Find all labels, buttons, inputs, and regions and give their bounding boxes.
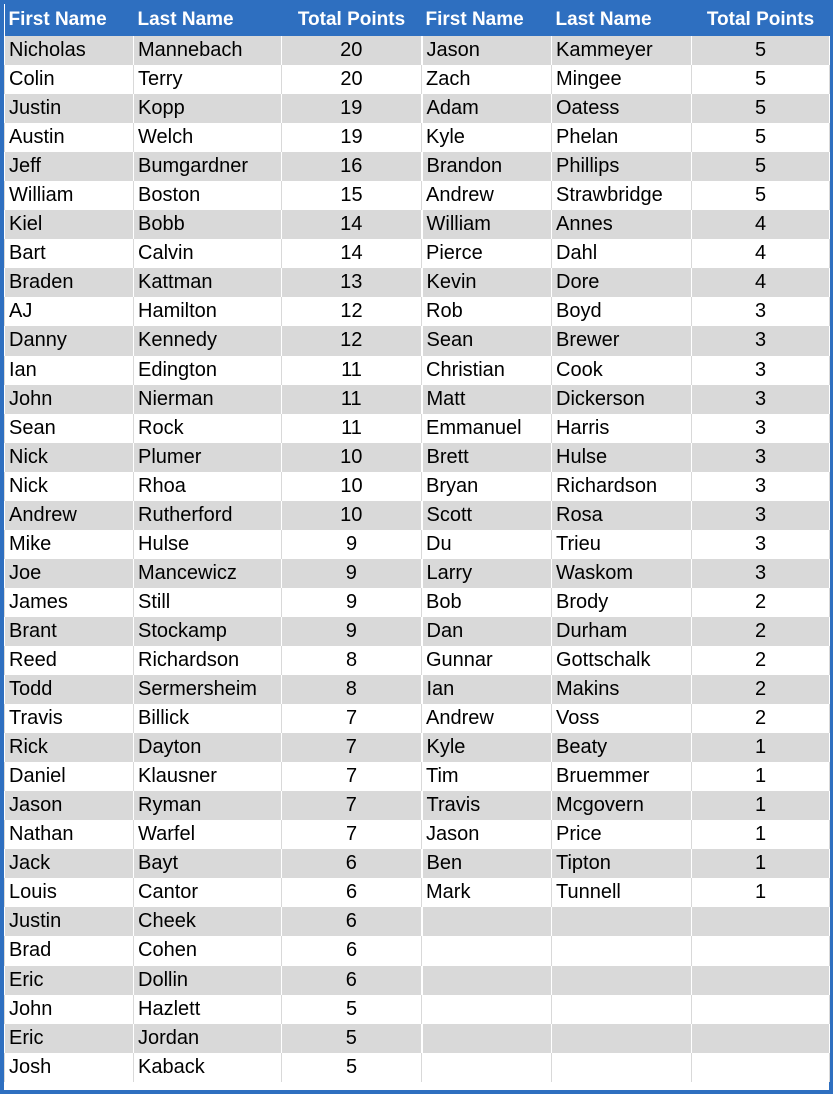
last-name-cell: Richardson bbox=[134, 646, 282, 675]
total-points-cell: 6 bbox=[282, 936, 422, 965]
first-name-cell: Jason bbox=[422, 820, 552, 849]
first-name-cell: Joe bbox=[5, 559, 134, 588]
table-row bbox=[5, 530, 830, 559]
last-name-cell: Bruemmer bbox=[552, 762, 692, 791]
table-row bbox=[5, 704, 830, 733]
last-name-cell: Calvin bbox=[134, 239, 282, 268]
first-name-cell: Gunnar bbox=[422, 646, 552, 675]
last-name-cell bbox=[552, 1024, 692, 1053]
total-points-cell: 3 bbox=[692, 443, 830, 472]
total-points-cell: 5 bbox=[692, 65, 830, 94]
total-points-cell: 7 bbox=[282, 733, 422, 762]
first-name-cell: Tim bbox=[422, 762, 552, 791]
total-points-cell: 1 bbox=[692, 849, 830, 878]
last-name-cell: Klausner bbox=[134, 762, 282, 791]
header-first-name: First Name bbox=[5, 4, 134, 36]
total-points-cell: 10 bbox=[282, 443, 422, 472]
total-points-cell: 6 bbox=[282, 907, 422, 936]
total-points-cell bbox=[692, 907, 830, 936]
table-row bbox=[5, 675, 830, 704]
total-points-cell: 7 bbox=[282, 820, 422, 849]
last-name-cell: Rosa bbox=[552, 501, 692, 530]
table-row bbox=[5, 588, 830, 617]
first-name-cell: Jason bbox=[422, 36, 552, 65]
total-points-cell: 9 bbox=[282, 617, 422, 646]
table-row bbox=[5, 733, 830, 762]
first-name-cell: Brandon bbox=[422, 152, 552, 181]
header-total-points: Total Points bbox=[282, 4, 422, 36]
first-name-cell: Mike bbox=[5, 530, 134, 559]
total-points-cell: 5 bbox=[282, 1024, 422, 1053]
total-points-cell: 7 bbox=[282, 704, 422, 733]
last-name-cell: Rock bbox=[134, 414, 282, 443]
first-name-cell: Matt bbox=[422, 385, 552, 414]
first-name-cell: Mark bbox=[422, 878, 552, 907]
last-name-cell bbox=[552, 995, 692, 1024]
table-row bbox=[5, 181, 830, 210]
total-points-cell: 20 bbox=[282, 65, 422, 94]
first-name-cell: Nicholas bbox=[5, 36, 134, 65]
total-points-cell: 12 bbox=[282, 326, 422, 355]
first-name-cell: Todd bbox=[5, 675, 134, 704]
total-points-cell bbox=[692, 936, 830, 965]
last-name-cell: Mannebach bbox=[134, 36, 282, 65]
total-points-cell: 11 bbox=[282, 356, 422, 385]
last-name-cell: Bobb bbox=[134, 210, 282, 239]
first-name-cell: William bbox=[5, 181, 134, 210]
total-points-cell: 8 bbox=[282, 646, 422, 675]
first-name-cell: Kevin bbox=[422, 268, 552, 297]
first-name-cell: Dan bbox=[422, 617, 552, 646]
last-name-cell: Dollin bbox=[134, 966, 282, 995]
last-name-cell: Cohen bbox=[134, 936, 282, 965]
total-points-cell: 5 bbox=[282, 995, 422, 1024]
last-name-cell: Harris bbox=[552, 414, 692, 443]
first-name-cell: Louis bbox=[5, 878, 134, 907]
last-name-cell: Phillips bbox=[552, 152, 692, 181]
total-points-cell: 15 bbox=[282, 181, 422, 210]
header-total-points: Total Points bbox=[692, 4, 830, 36]
first-name-cell: Travis bbox=[5, 704, 134, 733]
total-points-cell: 3 bbox=[692, 326, 830, 355]
first-name-cell: Daniel bbox=[5, 762, 134, 791]
first-name-cell: AJ bbox=[5, 297, 134, 326]
total-points-cell: 14 bbox=[282, 239, 422, 268]
total-points-cell: 6 bbox=[282, 849, 422, 878]
table-row bbox=[5, 646, 830, 675]
first-name-cell: Bart bbox=[5, 239, 134, 268]
points-table bbox=[4, 4, 830, 1082]
last-name-cell: Boston bbox=[134, 181, 282, 210]
total-points-cell: 5 bbox=[692, 152, 830, 181]
last-name-cell bbox=[552, 907, 692, 936]
first-name-cell: Bryan bbox=[422, 472, 552, 501]
last-name-cell: Kopp bbox=[134, 94, 282, 123]
last-name-cell: Durham bbox=[552, 617, 692, 646]
last-name-cell: Makins bbox=[552, 675, 692, 704]
table-row bbox=[5, 878, 830, 907]
last-name-cell bbox=[552, 936, 692, 965]
total-points-cell: 3 bbox=[692, 385, 830, 414]
first-name-cell: Braden bbox=[5, 268, 134, 297]
first-name-cell: Ian bbox=[422, 675, 552, 704]
header-first-name: First Name bbox=[422, 4, 552, 36]
first-name-cell: Jason bbox=[5, 791, 134, 820]
last-name-cell bbox=[552, 966, 692, 995]
table-row bbox=[5, 268, 830, 297]
last-name-cell: Tunnell bbox=[552, 878, 692, 907]
total-points-cell: 2 bbox=[692, 675, 830, 704]
first-name-cell: Emmanuel bbox=[422, 414, 552, 443]
total-points-cell: 3 bbox=[692, 530, 830, 559]
first-name-cell: Reed bbox=[5, 646, 134, 675]
table-row bbox=[5, 472, 830, 501]
total-points-cell: 3 bbox=[692, 559, 830, 588]
total-points-cell: 9 bbox=[282, 588, 422, 617]
total-points-cell: 9 bbox=[282, 559, 422, 588]
first-name-cell bbox=[422, 1053, 552, 1082]
table-row bbox=[5, 936, 830, 965]
first-name-cell bbox=[422, 907, 552, 936]
total-points-cell bbox=[692, 995, 830, 1024]
table-row bbox=[5, 995, 830, 1024]
first-name-cell: Nick bbox=[5, 443, 134, 472]
table-row bbox=[5, 123, 830, 152]
first-name-cell: Ian bbox=[5, 356, 134, 385]
last-name-cell: Kaback bbox=[134, 1053, 282, 1082]
first-name-cell: John bbox=[5, 385, 134, 414]
first-name-cell: William bbox=[422, 210, 552, 239]
first-name-cell: Austin bbox=[5, 123, 134, 152]
last-name-cell: Dayton bbox=[134, 733, 282, 762]
total-points-cell bbox=[692, 1053, 830, 1082]
table-row bbox=[5, 239, 830, 268]
first-name-cell: Andrew bbox=[422, 181, 552, 210]
total-points-cell: 11 bbox=[282, 385, 422, 414]
total-points-cell: 1 bbox=[692, 820, 830, 849]
first-name-cell: Kyle bbox=[422, 123, 552, 152]
total-points-cell: 6 bbox=[282, 966, 422, 995]
first-name-cell: Justin bbox=[5, 907, 134, 936]
table-row bbox=[5, 849, 830, 878]
total-points-cell: 5 bbox=[282, 1053, 422, 1082]
total-points-cell: 5 bbox=[692, 181, 830, 210]
last-name-cell: Kennedy bbox=[134, 326, 282, 355]
table-row bbox=[5, 617, 830, 646]
first-name-cell: Eric bbox=[5, 966, 134, 995]
last-name-cell: Bayt bbox=[134, 849, 282, 878]
total-points-cell: 3 bbox=[692, 472, 830, 501]
first-name-cell: Christian bbox=[422, 356, 552, 385]
last-name-cell: Billick bbox=[134, 704, 282, 733]
first-name-cell: John bbox=[5, 995, 134, 1024]
first-name-cell: Danny bbox=[5, 326, 134, 355]
first-name-cell: Justin bbox=[5, 94, 134, 123]
last-name-cell: Warfel bbox=[134, 820, 282, 849]
last-name-cell: Cook bbox=[552, 356, 692, 385]
first-name-cell: Jack bbox=[5, 849, 134, 878]
table-row bbox=[5, 152, 830, 181]
last-name-cell: Hulse bbox=[552, 443, 692, 472]
table-row bbox=[5, 907, 830, 936]
first-name-cell: Andrew bbox=[422, 704, 552, 733]
first-name-cell: James bbox=[5, 588, 134, 617]
last-name-cell: Price bbox=[552, 820, 692, 849]
total-points-cell: 10 bbox=[282, 501, 422, 530]
last-name-cell: Brewer bbox=[552, 326, 692, 355]
last-name-cell: Cheek bbox=[134, 907, 282, 936]
first-name-cell: Scott bbox=[422, 501, 552, 530]
last-name-cell: Beaty bbox=[552, 733, 692, 762]
first-name-cell bbox=[422, 1024, 552, 1053]
table-row bbox=[5, 210, 830, 239]
table-row bbox=[5, 414, 830, 443]
total-points-cell bbox=[692, 966, 830, 995]
last-name-cell: Dahl bbox=[552, 239, 692, 268]
table-row bbox=[5, 297, 830, 326]
last-name-cell: Strawbridge bbox=[552, 181, 692, 210]
last-name-cell: Voss bbox=[552, 704, 692, 733]
last-name-cell: Brody bbox=[552, 588, 692, 617]
first-name-cell: Kyle bbox=[422, 733, 552, 762]
total-points-cell: 4 bbox=[692, 239, 830, 268]
table-row bbox=[5, 762, 830, 791]
first-name-cell: Rick bbox=[5, 733, 134, 762]
total-points-cell: 1 bbox=[692, 733, 830, 762]
table-row bbox=[5, 791, 830, 820]
total-points-cell: 11 bbox=[282, 414, 422, 443]
total-points-cell: 3 bbox=[692, 501, 830, 530]
total-points-cell: 6 bbox=[282, 878, 422, 907]
first-name-cell: Colin bbox=[5, 65, 134, 94]
total-points-cell: 3 bbox=[692, 297, 830, 326]
total-points-cell: 12 bbox=[282, 297, 422, 326]
total-points-cell: 16 bbox=[282, 152, 422, 181]
total-points-cell bbox=[692, 1024, 830, 1053]
last-name-cell: Hulse bbox=[134, 530, 282, 559]
first-name-cell: Ben bbox=[422, 849, 552, 878]
last-name-cell: Waskom bbox=[552, 559, 692, 588]
total-points-cell: 2 bbox=[692, 704, 830, 733]
total-points-cell: 10 bbox=[282, 472, 422, 501]
total-points-cell: 13 bbox=[282, 268, 422, 297]
first-name-cell: Brad bbox=[5, 936, 134, 965]
table-row bbox=[5, 443, 830, 472]
total-points-cell: 14 bbox=[282, 210, 422, 239]
last-name-cell: Sermersheim bbox=[134, 675, 282, 704]
last-name-cell bbox=[552, 1053, 692, 1082]
last-name-cell: Annes bbox=[552, 210, 692, 239]
first-name-cell bbox=[422, 936, 552, 965]
table-row bbox=[5, 385, 830, 414]
table-row bbox=[5, 65, 830, 94]
last-name-cell: Trieu bbox=[552, 530, 692, 559]
last-name-cell: Dickerson bbox=[552, 385, 692, 414]
first-name-cell: Brett bbox=[422, 443, 552, 472]
last-name-cell: Richardson bbox=[552, 472, 692, 501]
first-name-cell: Sean bbox=[5, 414, 134, 443]
first-name-cell: Josh bbox=[5, 1053, 134, 1082]
last-name-cell: Cantor bbox=[134, 878, 282, 907]
last-name-cell: Hazlett bbox=[134, 995, 282, 1024]
table-row bbox=[5, 326, 830, 355]
total-points-cell: 5 bbox=[692, 36, 830, 65]
last-name-cell: Still bbox=[134, 588, 282, 617]
table-row bbox=[5, 356, 830, 385]
total-points-cell: 3 bbox=[692, 356, 830, 385]
first-name-cell: Larry bbox=[422, 559, 552, 588]
last-name-cell: Stockamp bbox=[134, 617, 282, 646]
last-name-cell: Phelan bbox=[552, 123, 692, 152]
points-table-frame bbox=[4, 4, 829, 1090]
last-name-cell: Oatess bbox=[552, 94, 692, 123]
total-points-cell: 19 bbox=[282, 123, 422, 152]
last-name-cell: Plumer bbox=[134, 443, 282, 472]
last-name-cell: Mingee bbox=[552, 65, 692, 94]
total-points-cell: 4 bbox=[692, 210, 830, 239]
header-last-name: Last Name bbox=[552, 4, 692, 36]
first-name-cell: Brant bbox=[5, 617, 134, 646]
total-points-cell: 2 bbox=[692, 617, 830, 646]
first-name-cell: Bob bbox=[422, 588, 552, 617]
first-name-cell: Eric bbox=[5, 1024, 134, 1053]
first-name-cell: Kiel bbox=[5, 210, 134, 239]
last-name-cell: Boyd bbox=[552, 297, 692, 326]
total-points-cell: 20 bbox=[282, 36, 422, 65]
total-points-cell: 4 bbox=[692, 268, 830, 297]
first-name-cell: Rob bbox=[422, 297, 552, 326]
table-row bbox=[5, 820, 830, 849]
header-last-name: Last Name bbox=[134, 4, 282, 36]
first-name-cell: Andrew bbox=[5, 501, 134, 530]
last-name-cell: Dore bbox=[552, 268, 692, 297]
last-name-cell: Kattman bbox=[134, 268, 282, 297]
total-points-cell: 7 bbox=[282, 791, 422, 820]
table-row bbox=[5, 1053, 830, 1082]
last-name-cell: Terry bbox=[134, 65, 282, 94]
table-row bbox=[5, 501, 830, 530]
last-name-cell: Mcgovern bbox=[552, 791, 692, 820]
total-points-cell: 5 bbox=[692, 123, 830, 152]
last-name-cell: Hamilton bbox=[134, 297, 282, 326]
last-name-cell: Edington bbox=[134, 356, 282, 385]
last-name-cell: Mancewicz bbox=[134, 559, 282, 588]
last-name-cell: Kammeyer bbox=[552, 36, 692, 65]
table-row bbox=[5, 94, 830, 123]
first-name-cell: Nick bbox=[5, 472, 134, 501]
first-name-cell: Sean bbox=[422, 326, 552, 355]
first-name-cell: Jeff bbox=[5, 152, 134, 181]
total-points-cell: 19 bbox=[282, 94, 422, 123]
first-name-cell bbox=[422, 966, 552, 995]
last-name-cell: Tipton bbox=[552, 849, 692, 878]
last-name-cell: Welch bbox=[134, 123, 282, 152]
total-points-cell: 7 bbox=[282, 762, 422, 791]
first-name-cell: Nathan bbox=[5, 820, 134, 849]
table-body bbox=[5, 36, 830, 1082]
total-points-cell: 1 bbox=[692, 762, 830, 791]
table-row bbox=[5, 966, 830, 995]
last-name-cell: Gottschalk bbox=[552, 646, 692, 675]
total-points-cell: 8 bbox=[282, 675, 422, 704]
last-name-cell: Bumgardner bbox=[134, 152, 282, 181]
first-name-cell: Du bbox=[422, 530, 552, 559]
header-row bbox=[5, 4, 830, 36]
last-name-cell: Rhoa bbox=[134, 472, 282, 501]
total-points-cell: 3 bbox=[692, 414, 830, 443]
last-name-cell: Jordan bbox=[134, 1024, 282, 1053]
total-points-cell: 2 bbox=[692, 588, 830, 617]
total-points-cell: 9 bbox=[282, 530, 422, 559]
first-name-cell bbox=[422, 995, 552, 1024]
table-row bbox=[5, 1024, 830, 1053]
total-points-cell: 1 bbox=[692, 791, 830, 820]
table-row bbox=[5, 36, 830, 65]
table-row bbox=[5, 559, 830, 588]
last-name-cell: Nierman bbox=[134, 385, 282, 414]
first-name-cell: Travis bbox=[422, 791, 552, 820]
last-name-cell: Rutherford bbox=[134, 501, 282, 530]
first-name-cell: Zach bbox=[422, 65, 552, 94]
total-points-cell: 2 bbox=[692, 646, 830, 675]
first-name-cell: Adam bbox=[422, 94, 552, 123]
total-points-cell: 5 bbox=[692, 94, 830, 123]
last-name-cell: Ryman bbox=[134, 791, 282, 820]
total-points-cell: 1 bbox=[692, 878, 830, 907]
first-name-cell: Pierce bbox=[422, 239, 552, 268]
